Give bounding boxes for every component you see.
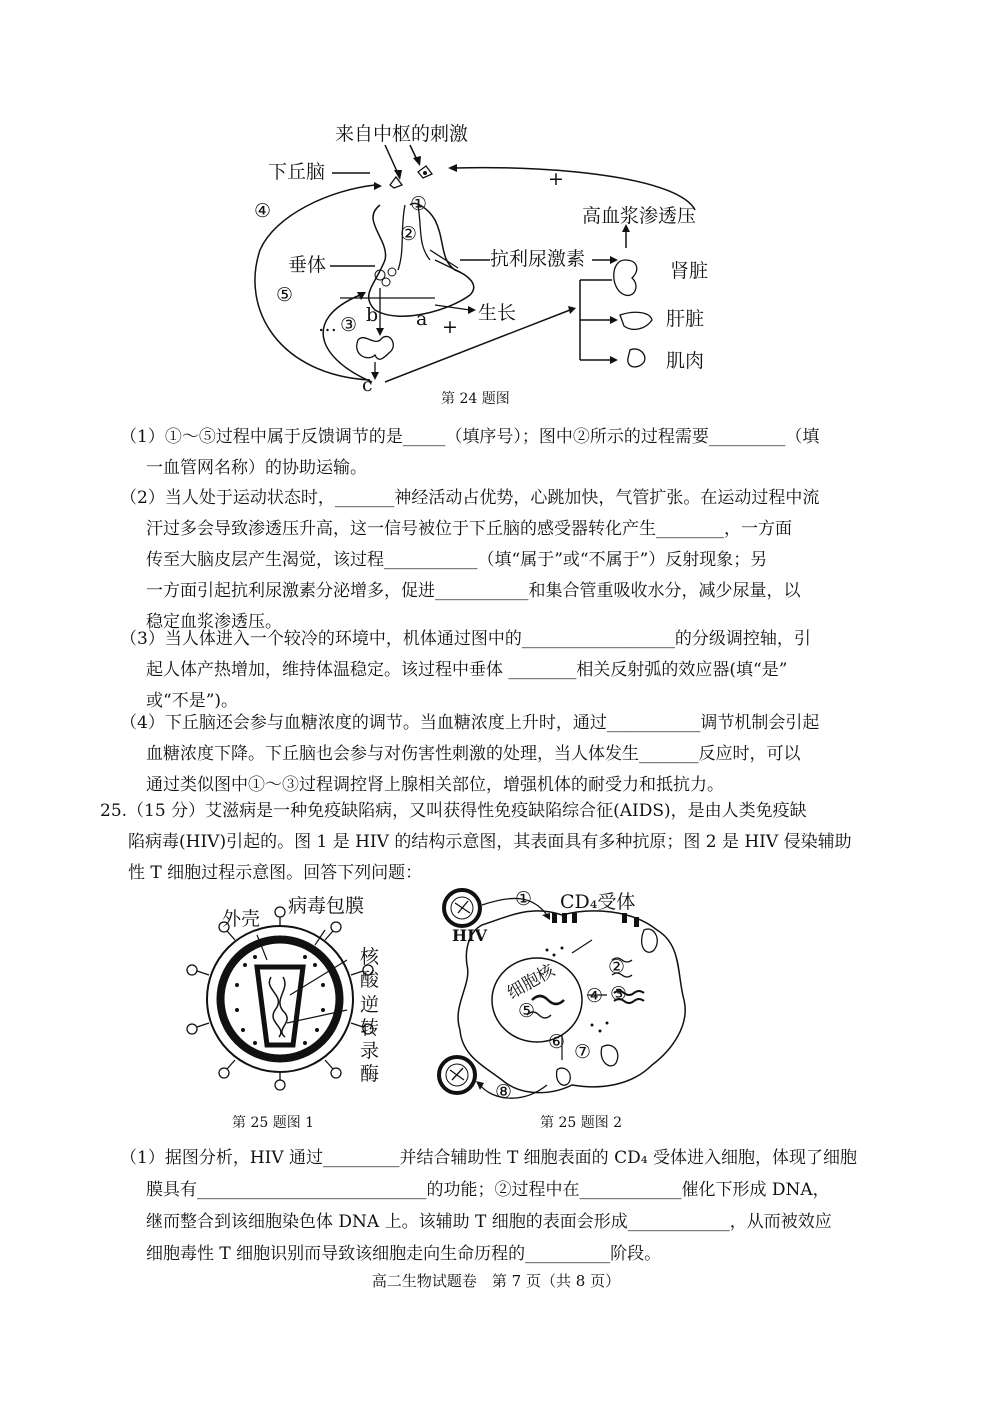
label-b: b (366, 304, 379, 326)
figure-25-2-caption: 第 25 题图 2 (540, 1115, 623, 1131)
step-4: ④ (586, 985, 604, 1007)
q25-part1 (120, 1142, 910, 1270)
figure-25-1-caption: 第 25 题图 1 (232, 1115, 315, 1131)
q24-p4-line3: 通过类似图中①～③过程调控肾上腺相关部位，增强机体的耐受力和抵抗力。 (146, 775, 724, 795)
q24-p2-line5: 稳定血浆渗透压。 (146, 612, 282, 632)
step-8: ⑧ (495, 1081, 513, 1103)
q25-intro (100, 796, 920, 889)
step-2: ② (608, 956, 626, 978)
q24-p3-line3: 或“不是”)。 (146, 691, 239, 711)
label-c: c (362, 374, 373, 396)
marker-1: ① (410, 193, 428, 215)
page-footer: 高二生物试题卷 第 7 页（共 8 页） (371, 1272, 621, 1290)
q25-p1-line4: 细胞毒性 T 细胞识别而导致该细胞走向生命历程的__________阶段。 (146, 1244, 662, 1264)
step-7: ⑦ (574, 1041, 592, 1063)
hiv-envelope-label: 病毒包膜 (288, 895, 365, 917)
q24-p2-line3: 传至大脑皮层产生渴觉，该过程___________（填“属于”或“不属于”）反射现象；另 (146, 550, 768, 570)
marker-5: ⑤ (276, 284, 294, 306)
q24-p2-line2: 汗过多会导致渗透压升高，这一信号被位于下丘脑的感受器转化产生________，一方面 (146, 519, 792, 539)
hiv-infection-diagram (422, 885, 702, 1110)
q24-p2-line4: 一方面引起抗利尿激素分泌增多，促进___________和集合管重吸收水分，减少尿量，以 (146, 581, 801, 601)
marker-4: ④ (254, 200, 272, 222)
q24-part2 (120, 483, 910, 638)
kidney-label: 肾脏 (670, 260, 709, 282)
q24-part4 (120, 708, 910, 801)
plus-feedback: + (548, 168, 564, 190)
adh-label: 抗利尿激素 (490, 248, 586, 270)
hiv-structure-diagram (175, 905, 385, 1095)
q24-part1 (120, 422, 910, 484)
nucleus-label: 细胞核 (504, 960, 559, 1004)
q24-p3-line1: （3）当人体进入一个较冷的环境中，机体通过图中的__________________的分级调控轴，引 (120, 629, 811, 649)
q25-intro-line1: 25.（15 分）艾滋病是一种免疫缺陷病，又叫获得性免疫缺陷综合征(AIDS)，是由人类免疫缺 (100, 801, 807, 821)
pituitary-label: 垂体 (288, 254, 327, 276)
figure-24-caption: 第 24 题图 (441, 391, 510, 407)
cd4-receptor-label: CD₄受体 (560, 891, 636, 913)
marker-2: ② (400, 223, 418, 245)
q24-p4-line1: （4）下丘脑还会参与血糖浓度的调节。当血糖浓度上升时，通过___________调节机制会引起 (120, 713, 820, 733)
growth-label: 生长 (478, 302, 517, 324)
liver-label: 肝脏 (666, 308, 705, 330)
q24-p1-line1: （1）①～⑤过程中属于反馈调节的是_____（填序号）；图中②所示的过程需要_________（填 (120, 427, 820, 447)
high-osmotic-label: 高血浆渗透压 (582, 205, 697, 227)
label-a: a (416, 308, 428, 330)
step-1: ① (515, 888, 533, 910)
q24-p2-line1: （2）当人处于运动状态时，_______神经活动占优势，心跳加快，气管扩张。在运动过程中流 (120, 488, 820, 508)
hypothalamus-label: 下丘脑 (268, 161, 326, 183)
q25-intro-line3: 性 T 细胞过程示意图。回答下列问题： (128, 863, 423, 883)
q25-p1-line1: （1）据图分析，HIV 通过_________并结合辅助性 T 细胞表面的 CD₄ 受体进入细胞，体现了细胞 (120, 1148, 857, 1168)
q25-p1-line2: 膜具有___________________________的功能；②过程中在____________催化下形成 DNA， (146, 1180, 830, 1200)
label-dots: … (318, 314, 337, 336)
hiv-shell-label: 外壳 (222, 908, 261, 930)
q24-part3 (120, 624, 910, 717)
step-3: ③ (610, 983, 628, 1005)
step-5: ⑤ (518, 1000, 536, 1022)
nucleic-acid-label: 核 酸 (360, 946, 380, 991)
q24-p3-line2: 起人体产热增加，维持体温稳定。该过程中垂体 ________相关反射弧的效应器(填“是” (146, 660, 788, 680)
reverse-transcriptase-label: 逆 转 录 酶 (360, 994, 380, 1085)
step-6: ⑥ (548, 1031, 566, 1053)
marker-3: ③ (340, 314, 358, 336)
q25-intro-line2: 陷病毒(HIV)引起的。图 1 是 HIV 的结构示意图，其表面具有多种抗原；图 2 是 HIV 侵染辅助 (128, 832, 852, 852)
q24-p1-line2: 一血管网名称）的协助运输。 (146, 458, 367, 478)
hiv-label: HIV (452, 926, 488, 945)
stimulus-label: 来自中枢的刺激 (335, 123, 469, 145)
q25-p1-line3: 继而整合到该细胞染色体 DNA 上。该辅助 T 细胞的表面会形成____________，从而被效应 (146, 1212, 832, 1232)
q24-p4-line2: 血糖浓度下降。下丘脑也会参与对伤害性刺激的处理，当人体发生_______反应时，可以 (146, 744, 801, 764)
plus-growth: + (442, 316, 458, 338)
muscle-label: 肌肉 (666, 350, 705, 372)
